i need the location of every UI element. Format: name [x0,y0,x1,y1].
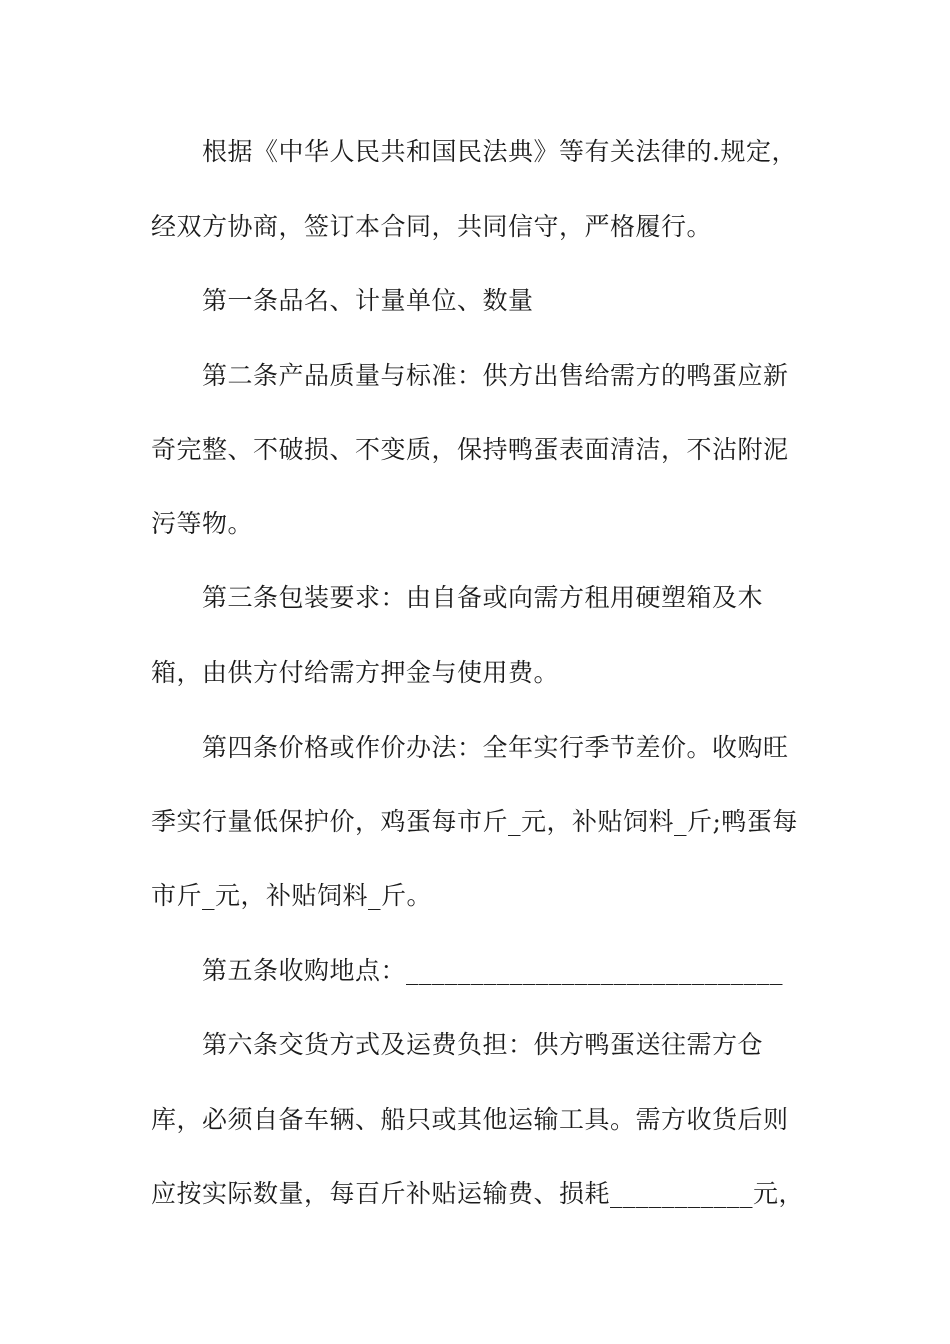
paragraph-intro-line-2: 经双方协商，签订本合同，共同信守，严格履行。 [151,212,713,241]
article-2-line-1: 第二条产品质量与标准：供方出售给需方的鸭蛋应新 [202,361,789,390]
article-6-line-1: 第六条交货方式及运费负担：供方鸭蛋送往需方仓 [202,1030,764,1059]
article-4-line-1: 第四条价格或作价办法：全年实行季节差价。收购旺 [202,733,789,762]
article-5-line-1: 第五条收购地点：_____________________________ [202,956,784,985]
paragraph-intro-line-1: 根据《中华人民共和国民法典》等有关法律的.规定， [202,137,797,166]
article-3-line-2: 箱，由供方付给需方押金与使用费。 [151,658,560,687]
article-1-line-1: 第一条品名、计量单位、数量 [202,286,534,315]
article-4-line-3: 市斤_元，补贴饲料_斤。 [151,881,433,910]
article-4-line-2: 季实行量低保护价，鸡蛋每市斤_元，补贴饲料_斤;鸭蛋每 [151,807,798,836]
article-6-line-3: 应按实际数量，每百斤补贴运输费、损耗___________元， [151,1179,805,1208]
article-3-line-1: 第三条包装要求：由自备或向需方租用硬塑箱及木 [202,583,764,612]
article-2-line-2: 奇完整、不破损、不变质，保持鸭蛋表面清洁，不沾附泥 [151,435,789,464]
article-2-line-3: 污等物。 [151,509,254,538]
article-6-line-2: 库，必须自备车辆、船只或其他运输工具。需方收货后则 [151,1105,789,1134]
